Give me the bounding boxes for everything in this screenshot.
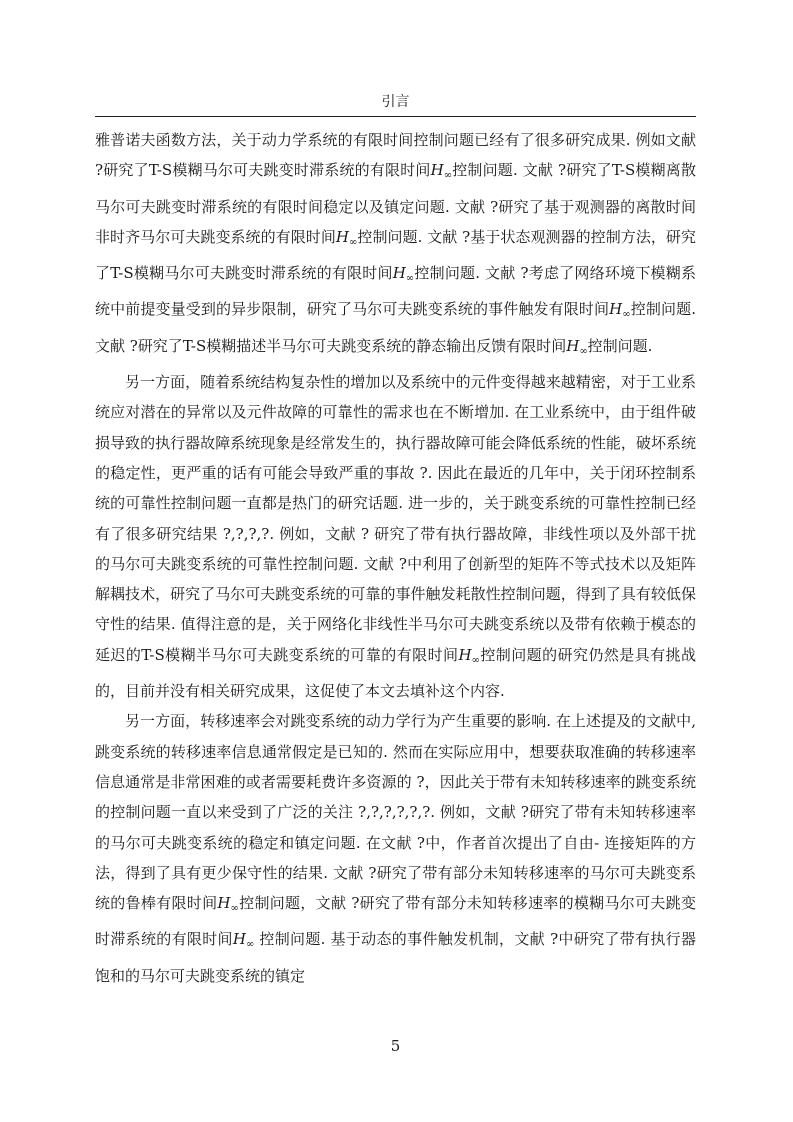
math-subscript: ∞	[579, 345, 588, 357]
math-h-infinity	[217, 894, 239, 915]
math-h-infinity	[430, 161, 453, 182]
math-h-infinity	[336, 228, 357, 246]
math-symbol: H	[217, 894, 231, 913]
math-subscript: ∞	[622, 309, 631, 321]
math-subscript: ∞	[348, 236, 358, 248]
paragraph	[95, 125, 696, 367]
paragraph-text: 控制问题. 基于动态的事件触发机制，文献 ?中研究了带有执行器饱和的马尔可夫跳变系统的镇定	[95, 930, 696, 985]
paragraph-text: 控制问题. 文献 ?基于状态观测器的控制方法，研究了T-S模糊马尔可夫跳变时滞系统的有限时间	[95, 227, 696, 283]
paragraph-text: 控制问题，文献 ?研究了带有部分未知转移速率的模糊马尔可夫跳变时滞系统的有限时间	[95, 894, 696, 949]
math-symbol: H	[566, 336, 580, 355]
math-subscript: ∞	[443, 170, 453, 182]
math-symbol: H	[458, 645, 472, 664]
math-symbol: H	[335, 227, 349, 246]
math-h-infinity	[232, 930, 255, 951]
math-symbol: H	[609, 300, 623, 319]
math-subscript: ∞	[471, 654, 480, 666]
paragraph	[95, 706, 696, 991]
math-subscript: ∞	[230, 903, 239, 915]
paragraph-text: 控制问题. 文献 ?研究了T-S模糊离散马尔可夫跳变时滞系统的有限时间稳定以及镇定问题. 文献 ?研究了基于观测器的离散时间非时齐马尔可夫跳变系统的有限时间	[95, 161, 696, 246]
paragraph-text: 控制问题. 文献 ?研究了T-S模糊描述半马尔可夫跳变系统的静态输出反馈有限时间	[95, 300, 696, 355]
math-h-infinity	[609, 300, 631, 321]
math-h-infinity	[566, 337, 587, 355]
math-symbol: H	[392, 264, 406, 283]
paragraph-text: 另一方面，转移速率会对跳变系统的动力学行为产生重要的影响. 在上述提及的文献中,跳变系统的转移速率信息通常假定是已知的. 然而在实际应用中，想要获取准确的转移速率信息通常是非常困难的或者需要耗费许多资源的 ?，因此关于带有未知转移速率的跳变系统的控制问题一直以来受到了广泛的关注 ?,?,?,?,?,?. 例如，文献 ?研究了带有未知转移速率的马尔可夫跳变系统的稳定和镇定问题. 在文献 ?中，作者首次提出了自由- 连接矩阵的方法，得到了具有更少保守性的结果. 文献 ?研究了带有部分未知转移速率的马尔可夫跳变系统的鲁棒有限时间	[95, 712, 696, 913]
paragraph-text: 雅普诺夫函数方法，关于动力学系统的有限时间控制问题已经有了很多研究成果. 例如文献 ?研究了T-S模糊马尔可夫跳变时滞系统的有限时间	[95, 131, 696, 180]
paragraph-text: 控制问题. 文献 ?考虑了网络环境下模糊系统中前提变量受到的异步限制，研究了马尔可夫跳变系统的事件触发有限时间	[95, 264, 696, 319]
paragraph-text: 控制问题的研究仍然是具有挑战的，目前并没有相关研究成果，这促使了本文去填补这个内容.	[95, 645, 696, 701]
math-subscript: ∞	[405, 273, 415, 285]
running-header: 引言	[381, 94, 410, 110]
paragraph	[95, 367, 696, 706]
header-rule	[95, 116, 696, 117]
math-symbol: H	[430, 161, 444, 180]
math-h-infinity	[392, 264, 415, 285]
math-h-infinity	[458, 646, 479, 664]
paragraph-text: 控制问题.	[587, 336, 653, 355]
page-number: 5	[390, 1037, 401, 1055]
page-body	[95, 125, 696, 991]
paragraph-text: 另一方面，随着系统结构复杂性的增加以及系统中的元件变得越来越精密，对于工业系统应对潜在的异常以及元件故障的可靠性的需求也在不断增加. 在工业系统中，由于组件破损导致的执行器故障系统现象是经常发生的，执行器故障可能会降低系统的性能，破坏系统的稳定性，更严重的话有可能会导致严重的事故 ?. 因此在最近的几年中，关于闭环控制系统的可靠性控制问题一直都是热门的研究话题. 进一步的，关于跳变系统的可靠性控制已经有了很多研究结果 ?,?,?,?. 例如，文献 ? 研究了带有执行器故障，非线性项以及外部干扰的马尔可夫跳变系统的可靠性控制问题. 文献 ?中利用了创新型的矩阵不等式技术以及矩阵解耦技术，研究了马尔可夫跳变系统的可靠的事件触发耗散性控制问题，得到了具有较低保守性的结果. 值得注意的是，关于网络化非线性半马尔可夫跳变系统以及带有依赖于模态的延迟的T-S模糊半马尔可夫跳变系统的可靠的有限时间	[95, 373, 696, 664]
math-subscript: ∞	[245, 939, 255, 951]
math-symbol: H	[232, 930, 246, 949]
